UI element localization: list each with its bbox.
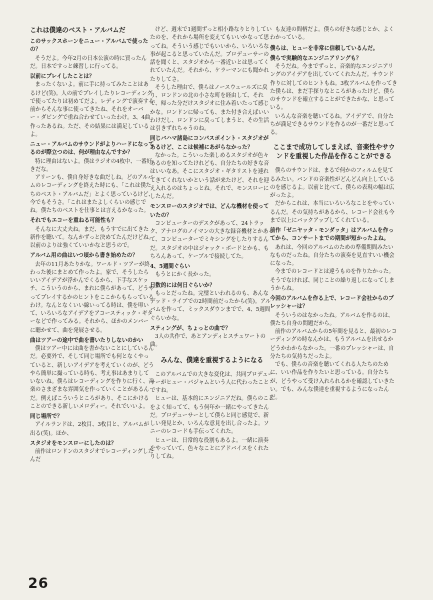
interview-question: このサックスホーンをニュー・アルバムで使ったの？: [30, 39, 149, 54]
body-paragraph: 今までのレコードとは違うものを作りたかった。そうでなければ、同じことの繰り返しになってしまうからね。: [270, 269, 395, 292]
interview-question: それでもエコーを重ねる可能性も？: [30, 218, 117, 225]
body-paragraph: 前作のアルバムからの5年間を見ると、最初のレコーディングの時なんかは、もうアルバムを出せるかどうかわからなかった。一番のプレッシャーは、自分たちの気持ちだったよ。: [270, 329, 397, 360]
body-paragraph: そうだよ。今年2月の日本公演の時に買ったんだ。日本ですっと練習しに行ってる。: [30, 55, 147, 70]
interview-question: スティングが、ちょっとの曲で？: [150, 325, 231, 332]
text-column-3: [270, 26, 398, 402]
interview-question: 以前にプレイしたことは？: [30, 74, 95, 80]
section-subheading: ここまで成功してしまえば、音楽性やサウンドを重視した作品を作ることができる: [273, 143, 395, 161]
interview-question: 曲はツアーの途中で曲を書いたりしないのかい: [30, 337, 144, 344]
interview-question: アルバム用の曲はいつ頃から書き始めたの？: [30, 253, 138, 260]
body-paragraph: そんなに大丈夫ね。まだ、もうすでに出てきた新作を聴いて。なんかずっと決めてたんだけどね。以前のよりは強くていいかなと思うので。: [30, 226, 155, 249]
body-paragraph: も友達の間柄だよ。僕らの好きな感じとか、よくわかっている。: [270, 27, 395, 42]
body-paragraph: あれは、今回のアルバムのための準備期間みたいなものだったね。自分たちの演奏を見直すいい機会になった。: [270, 244, 395, 267]
body-paragraph: 3人の共作で、あとアンディとスチュワートの曲。: [150, 334, 266, 349]
interview-question: 前作「ゼニヤッタ・モンダッタ」はアルバムを作ってから、コンサートまでの期間が短かったよね。: [270, 228, 394, 243]
interview-question: スタジオをモンスローにしたのは？: [30, 440, 117, 447]
body-paragraph: ヒューは、基本的にエンジニアだね。僕らのことをよく知ってて、もう何年か一緒にやってきたんだ。プロデューサーとして僕らと同じ感覚で、新しい発見とか、いろんな意見を出し合ったよ。ソニーのレコードも手伝ってくれた。: [150, 396, 274, 436]
interview-question: 同じ場所で？: [30, 414, 63, 420]
body-paragraph: なかった。こういった楽しめるスタジオが色々あるのを知ってたけれども、自分たちの好きな音はいいなあ。そこにスタジオ・ギタリストを連れてきてくれないかという話が来たけど、それを迎え入れるのはちょっとね。それで、モンスローにしたんだ。: [150, 152, 270, 200]
body-paragraph: そうだね。今までずっと、音楽的なエンジニアリングのアイデアを出していてくれたんだ。サウンド作りに対してのヒントもね。3枚アルバムを作ってきた僕らは、まだ手探りなところがあったけど、僕らのサウンドを確立することができたかな、と思っている。: [270, 64, 398, 112]
interview-question: 僕らで実験的なエンジニアリングも？: [270, 55, 362, 62]
body-paragraph: 僕はツアー中には曲を書かないことにしているんだ。必要外で、そして同じ場所でも何となくやっていると、新しいアイデアを考えていくのが、どうやら簡単に撮っている時も、考え事はあまりしていないね。僕らはレコーディングを作りに行く、音楽のさまざまな雰囲気を作っていくことがあるんだ。例えばこういうところがあり、そこにかけることのできる新しいメロディー。それでいいよ。: [30, 346, 154, 410]
interview-question: モンスローのスタジオでは、どんな機材を使っていたの？: [150, 204, 269, 219]
body-paragraph: まったくないよ。前に手に持ってみたことはあるけど(笑)。人の前でプレイしたりレコーディングで使ってたりは初めてだよ。レディングで演奏する前からそんな事に使ってきたね、それをオーバー・ダビングで重ね合わせていったわけ。3、4曲作ったあるね。ただ、その結果には満足しているよ。: [30, 82, 154, 138]
body-paragraph: 去年の11月あたりかな。ワールド・ツアーが終わった後にまとめて作ったよ。家で、そうしたらいいアイデアが浮かんでくるから、下手なスケッチ、こういうのから、まれに僕らがあって、どうやってプレイするかのヒントをここからもらっているわけ。なんとなくいい線いってる時は、僕を叩いて、いろいろなアイデアをアコースティック・ギターなどで作ってみる。それから、ほかのメンバーに聴かせて、曲を発展させる。: [30, 261, 154, 334]
interview-question: 同じバハマ諸島にコンパスポイント・スタジオがあるけど、ここは候補にあがらなかった？: [150, 136, 269, 151]
text-column-2: [150, 26, 274, 461]
body-paragraph: でも、僕らの音楽を聴いてくれる人たちのために、いい作品を作りたいと思っている。自分たちが、どうやって受け入れられるかを確認していきたい。でも、みんな僕達を重視するようになったんだ。: [270, 362, 395, 401]
body-paragraph: 特に理由はないよ。僕はラジオの4枚中、一番好きだな。: [30, 158, 153, 173]
body-paragraph: このアルバムでの大きな変化は、共同プロデューサーがヒュー・パジャムという人に代わったことですね。: [150, 371, 274, 394]
body-paragraph: そういうのはなかったね。アルバムを作るのは、僕たち自身の問題だから。: [270, 312, 394, 327]
body-paragraph: アリーンも、僕自身好きな曲だしね。どのアルバムのレコーディングを終えた時にも、「これは僕たちのベスト・アルバムだ」とよく思っているけど、今でもそうさ。「これはまたよしくらいの感じでね。僕たちのベストを仕事とは言えるかなった。: [30, 175, 154, 214]
body-paragraph: コンピューターのデスクがあって、24トラック、アナログのノイマンの大きな録音機材とかあって、コンピューターでミキシングをしたりするんだ。スタジオの中はジャック・ボードとかも、もちろんあって、ケーブルで接続してた。: [150, 220, 274, 260]
body-paragraph: もっとだったね。完璧といわれるのも、あんなデッド・ライブでの2時間前だったから(笑)。アルバムを作って、ミックスダウンまでで、4、5週間ぐらいかな。: [150, 290, 271, 322]
body-paragraph: 僕らのサウンドは、まるで何かのフィルムを見てるみたい。バンドの音楽性がどんどん向上しているのを感じるよ。以前と比べて、僕らの表現の幅は広がったよ。: [270, 168, 395, 199]
page-number: 26: [28, 576, 49, 592]
interview-question: 日数的には何日ぐらいか？: [150, 282, 215, 289]
body-paragraph: だからこれは、本当にいろいろなことをやっているんだ。その気持ちがあるから、レコード会社も今まで以上にバックアップしてくれている。: [270, 201, 395, 224]
section-headline: これは僕達のベスト・アルバムだ: [30, 26, 126, 34]
body-paragraph: けど、週末で1週間ずっと相小路なりとりしていたのを、それから場所を変えてもいいかなって思ってね。そういう感じでもいいから、いろいろな事が起こると思っていたんだ。プロデューサーの話を聞くと、スタジオから一番近いとは思ってくれていたんだ。それから、ケラーマンにも聞かれたりしてさ。: [150, 27, 272, 83]
text-column-1: [30, 26, 154, 465]
section-subheading: みんな、僕達を重視するようになる: [160, 355, 264, 364]
body-paragraph: アイルランドは、2枚目、3枚目と、アルバムが出る(笑)。ほか、: [30, 422, 150, 437]
interview-question: 4、5週間ぐらい: [150, 264, 191, 270]
body-paragraph: いろんな音楽を聴いてるね。アイデアで、自分たちが満足できるサウンドを作るのが一番だと思ってる。: [270, 113, 395, 136]
interview-question: 今回のアルバムを作る上で、レコード会社からのプレッシャーは？: [270, 296, 394, 311]
interview-question: 僕らは、ヒューを非常に信頼しているんだ。: [270, 45, 379, 52]
body-paragraph: ヒューは、日常的な役割もあるよ。一緒に演奏をやっていて、色々なことにアドバイスをくれたりしてね。: [150, 437, 269, 460]
body-paragraph: そうした理由で、僕らはノースウェールズに戻り、ロンドンの北の小さな町を経由して、それで、帰った分だけスタジオに住み着いたって感じかな。ロンドンに帰っても、また付き合えばいいわけだし、ロンドンに戻ってしまうと、その生活は引きずれちゃうのね。: [150, 84, 270, 132]
body-paragraph: 前作はロンドンのスタジオでレコーディングしたんだ: [30, 449, 154, 464]
body-paragraph: もうとにかく長かった。: [155, 272, 215, 279]
interview-question: ニュー・アルバムのサウンドがよりハードになってるのが際立つのは、何が理由なんですか？: [30, 142, 154, 157]
